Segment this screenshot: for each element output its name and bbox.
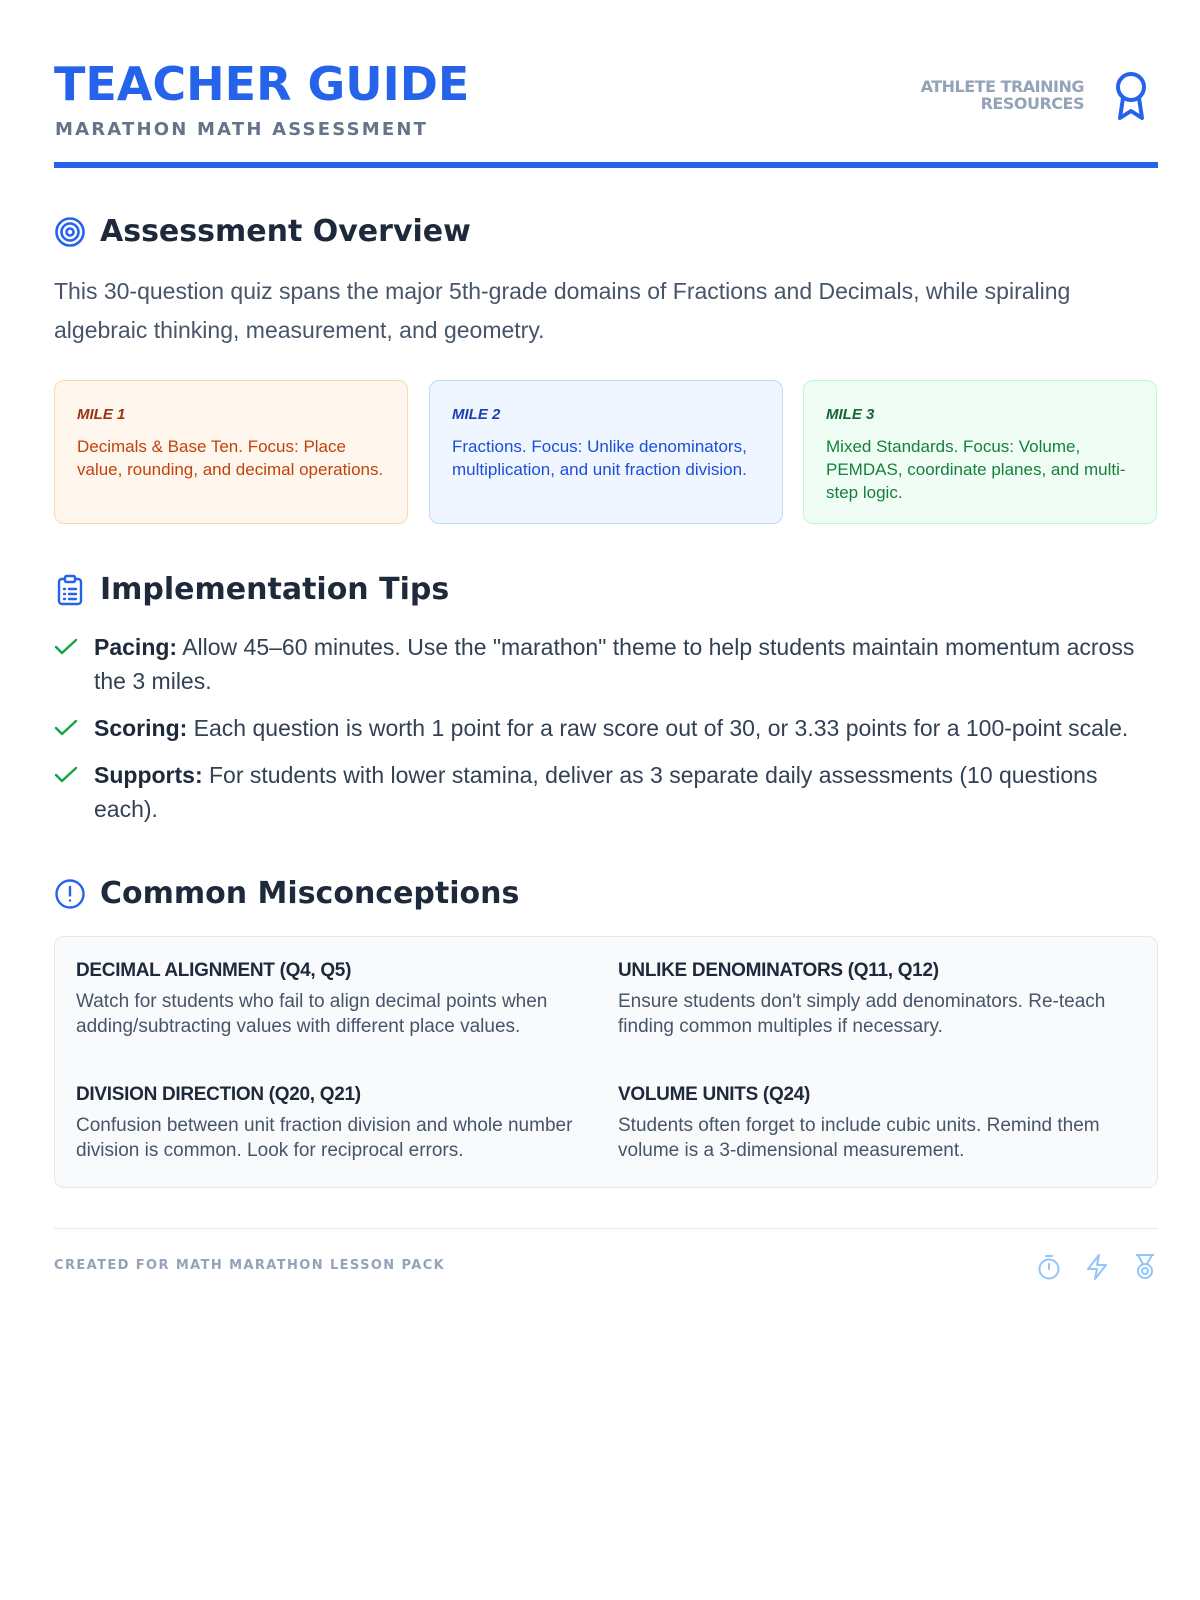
mile-label: MILE 2 <box>452 406 501 423</box>
mile-description: Decimals & Base Ten. Focus: Place value, rounding, and decimal operations. <box>77 437 384 479</box>
misconception-text: Watch for students who fail to align decimal points when adding/subtracting values with different place values. <box>76 991 548 1037</box>
header <box>54 58 1158 168</box>
overview-title: Assessment Overview <box>100 214 471 249</box>
check-icon <box>54 765 78 785</box>
tip-text: Each question is worth 1 point for a raw score out of 30, or 3.33 points for a 100-point scale. <box>193 715 1129 741</box>
alert-circle-icon <box>54 878 86 910</box>
footer-text: CREATED FOR MATH MARATHON LESSON PACK <box>54 1258 446 1273</box>
mile-label: MILE 1 <box>77 406 126 423</box>
misconception-title: UNLIKE DENOMINATORS (Q11, Q12) <box>618 960 939 981</box>
misconception-title: DECIMAL ALIGNMENT (Q4, Q5) <box>76 960 352 981</box>
list-item <box>54 630 1158 698</box>
list-item <box>54 711 1158 745</box>
lightning-icon <box>1084 1253 1110 1281</box>
misconception-item <box>76 1083 586 1163</box>
check-icon <box>54 637 78 657</box>
mile-card-1 <box>54 380 408 524</box>
tips-list <box>54 630 1158 839</box>
page-title: TEACHER GUIDE <box>54 57 470 111</box>
misconception-title: DIVISION DIRECTION (Q20, Q21) <box>76 1084 361 1105</box>
misconception-item <box>618 959 1128 1039</box>
misconceptions-heading <box>54 874 854 914</box>
clipboard-icon <box>54 574 86 606</box>
mile-description: Fractions. Focus: Unlike denominators, multiplication, and unit fraction division. <box>452 437 747 479</box>
tip-label: Scoring: <box>94 715 188 741</box>
tip-text: Allow 45–60 minutes. Use the "marathon" theme to help students maintain momentum across the 3 miles. <box>94 634 1135 694</box>
footer-icons <box>1036 1253 1158 1281</box>
brand-label <box>921 78 1084 112</box>
misconception-text: Confusion between unit fraction division and whole number division is common. Look for reciprocal errors. <box>76 1115 573 1161</box>
misconception-text: Ensure students don't simply add denominators. Re-teach finding common multiples if necessary. <box>618 991 1106 1037</box>
misconceptions-title: Common Misconceptions <box>100 876 520 911</box>
medal-icon <box>1132 1253 1158 1281</box>
list-item <box>54 758 1158 826</box>
header-divider <box>54 162 1158 168</box>
tip-label: Pacing: <box>94 634 178 660</box>
footer-divider <box>54 1228 1158 1229</box>
check-icon <box>54 718 78 738</box>
target-icon <box>54 216 86 248</box>
tip-text: For students with lower stamina, deliver as 3 separate daily assessments (10 questions each). <box>94 762 1098 822</box>
misconception-text: Students often forget to include cubic units. Remind them volume is a 3-dimensional measurement. <box>618 1115 1100 1161</box>
misconception-item <box>76 959 586 1039</box>
tip-label: Supports: <box>94 762 203 788</box>
page-subtitle: MARATHON MATH ASSESSMENT <box>55 119 429 140</box>
mile-cards <box>54 380 1158 524</box>
brand-line-1: ATHLETE TRAINING <box>920 77 1084 96</box>
mile-card-2 <box>429 380 783 524</box>
misconception-item <box>618 1083 1128 1163</box>
tips-title: Implementation Tips <box>100 572 450 607</box>
stopwatch-icon <box>1036 1253 1062 1281</box>
overview-text: This 30-question quiz spans the major 5th-grade domains of Fractions and Decimals, while spiraling algebraic thinking, measurement, and geometry. <box>54 278 1071 343</box>
brand-line-2: RESOURCES <box>980 94 1084 113</box>
mile-description: Mixed Standards. Focus: Volume, PEMDAS, coordinate planes, and multi-step logic. <box>826 437 1126 502</box>
mile-card-3 <box>803 380 1157 524</box>
tips-heading <box>54 570 854 610</box>
overview-heading <box>54 212 854 252</box>
mile-label: MILE 3 <box>826 406 875 423</box>
award-ribbon-icon <box>1112 70 1150 122</box>
misconceptions-box <box>54 936 1158 1188</box>
misconception-title: VOLUME UNITS (Q24) <box>618 1084 811 1105</box>
